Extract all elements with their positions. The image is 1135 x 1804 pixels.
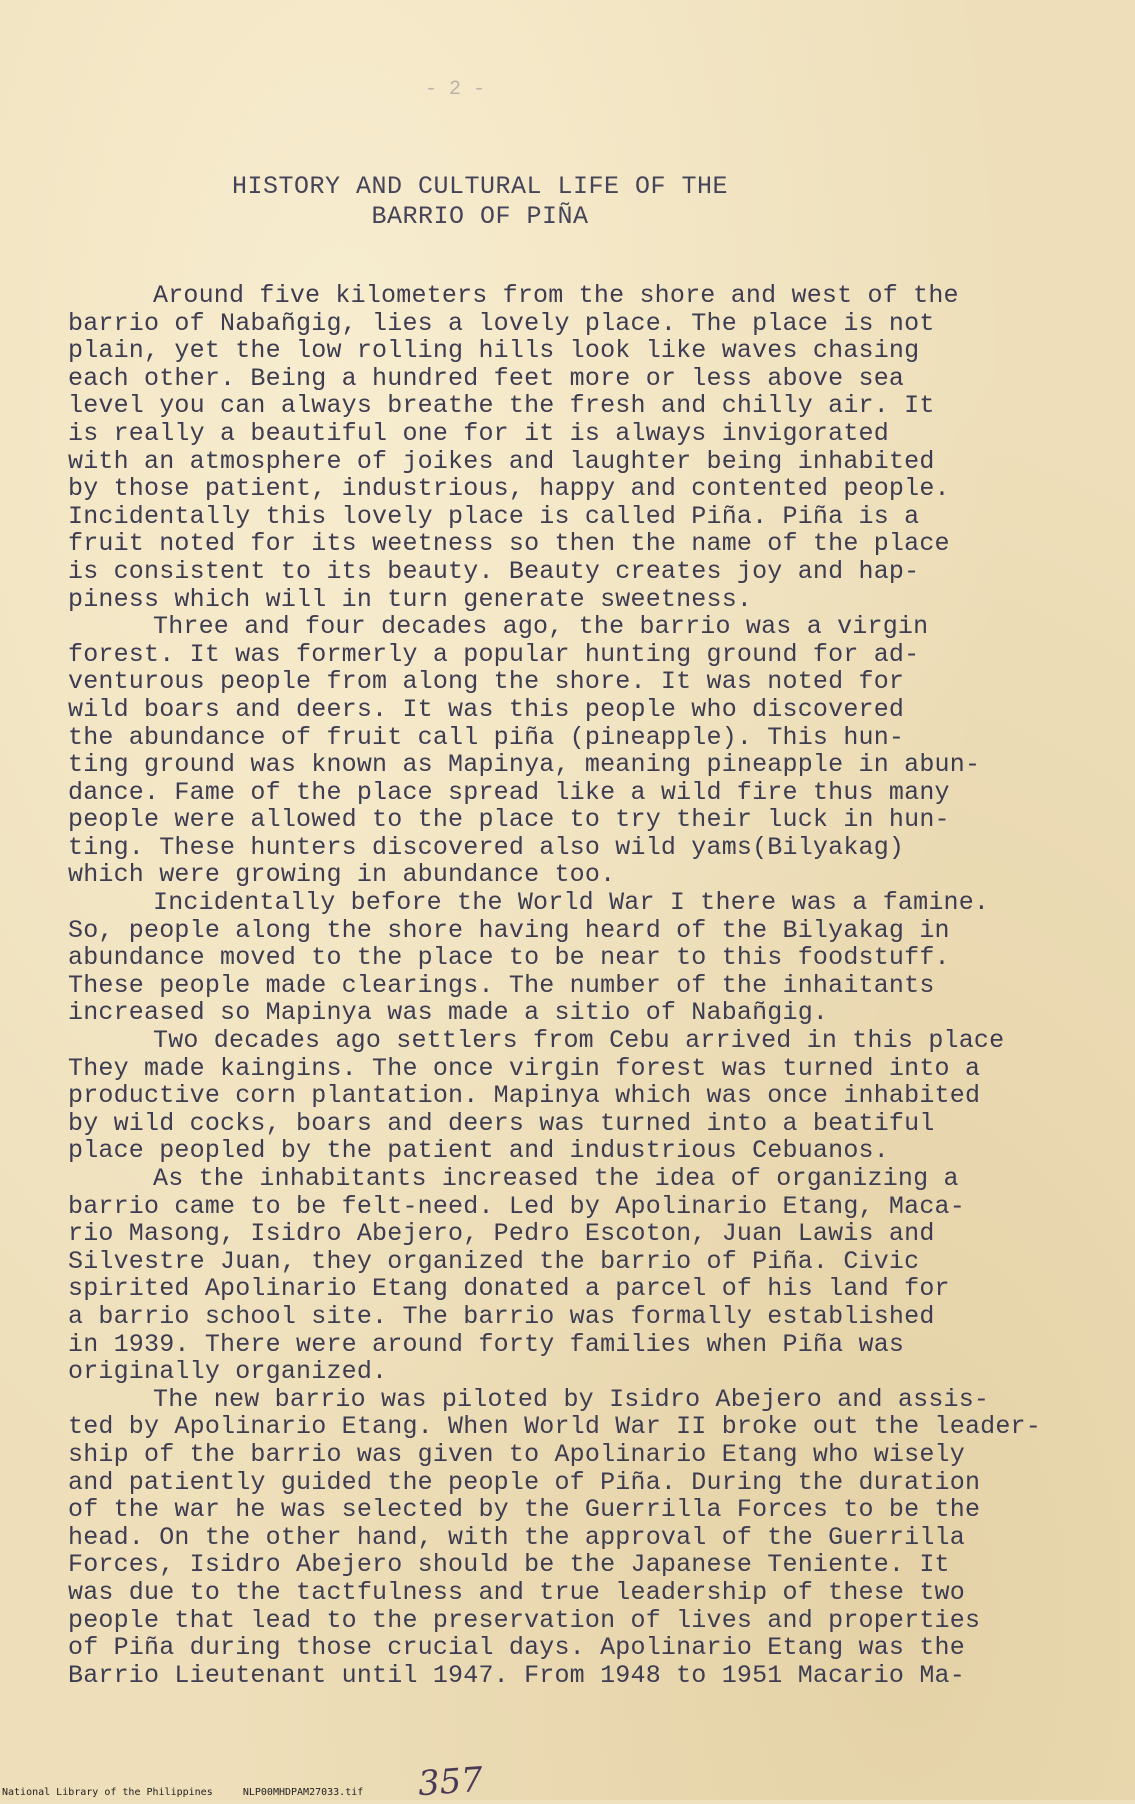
text-line: each other. Being a hundred feet more or less above sea: [68, 363, 905, 393]
text-line: They made kaingins. The once virgin forest was turned into a: [68, 1053, 981, 1083]
text-line: Barrio Lieutenant until 1947. From 1948 to 1951 Macario Ma-: [68, 1660, 965, 1690]
text-line: Incidentally this lovely place is called Piña. Piña is a: [68, 501, 920, 531]
text-line: piness which will in turn generate sweetness.: [68, 584, 753, 614]
text-line: Incidentally before the World War I there was a famine.: [153, 888, 990, 918]
text-line: level you can always breathe the fresh and chilly air. It: [68, 391, 935, 421]
text-line: Silvestre Juan, they organized the barrio of Piña. Civic: [68, 1246, 920, 1276]
text-line: dance. Fame of the place spread like a wild fire thus many: [68, 777, 950, 807]
text-line: is really a beautiful one for it is always invigorated: [68, 418, 889, 448]
text-line: by wild cocks, boars and deers was turned into a beatiful: [68, 1108, 935, 1138]
text-line: fruit noted for its weetness so then the name of the place: [68, 529, 950, 559]
text-line: barrio of Nabañgig, lies a lovely place. The place is not: [68, 308, 935, 338]
text-line: Around five kilometers from the shore and west of the: [153, 281, 959, 310]
text-line: productive corn plantation. Mapinya which was once inhabited: [68, 1081, 981, 1111]
footer-institution: National Library of the Philippines: [2, 1787, 213, 1798]
text-line: originally organized.: [68, 1357, 388, 1387]
text-line: So, people along the shore having heard of the Bilyakag in: [68, 915, 950, 945]
text-line: head. On the other hand, with the approval of the Guerrilla: [68, 1522, 965, 1552]
text-line: Two decades ago settlers from Cebu arrived in this place: [153, 1026, 1005, 1056]
text-line: and patiently guided the people of Piña. During the duration: [68, 1467, 981, 1497]
footer-scan-info: [2, 1787, 363, 1798]
text-line: a barrio school site. The barrio was formally established: [68, 1301, 935, 1331]
text-line: place peopled by the patient and industrious Cebuanos.: [68, 1136, 889, 1166]
text-line: ting. These hunters discovered also wild yams(Bilyakag): [68, 832, 905, 862]
handwritten-page-number: 357: [416, 1759, 485, 1804]
text-line: These people made clearings. The number of the inhaitants: [68, 970, 935, 1000]
text-line: was due to the tactfulness and true leadership of these two: [68, 1577, 965, 1607]
text-line: As the inhabitants increased the idea of organizing a: [153, 1164, 959, 1193]
body-text: [68, 282, 1098, 1689]
text-line: ting ground was known as Mapinya, meaning pineapple in abun-: [68, 750, 981, 780]
text-line: barrio came to be felt-need. Led by Apolinario Etang, Maca-: [68, 1191, 965, 1221]
footer-file-id: NLP00MHDPAM27033.tif: [242, 1787, 364, 1798]
text-line: of Piña during those crucial days. Apolinario Etang was the: [68, 1633, 965, 1663]
text-line: forest. It was formerly a popular hunting ground for ad-: [68, 639, 920, 669]
text-line: plain, yet the low rolling hills look like waves chasing: [68, 336, 920, 366]
text-line: venturous people from along the shore. It was noted for: [68, 667, 905, 697]
text-line: the abundance of fruit call piña (pineapple). This hun-: [68, 722, 905, 752]
page-marker: - 2 -: [424, 78, 485, 101]
text-line: people were allowed to the place to try their luck in hun-: [68, 805, 950, 835]
text-line: by those patient, industrious, happy and contented people.: [68, 474, 950, 504]
text-line: which were growing in abundance too.: [68, 860, 616, 890]
text-line: in 1939. There were around forty families when Piña was: [68, 1329, 905, 1359]
text-line: abundance moved to the place to be near to this foodstuff.: [68, 943, 950, 973]
document-title: [200, 172, 760, 232]
text-line: is consistent to its beauty. Beauty creates joy and hap-: [68, 556, 920, 586]
text-line: spirited Apolinario Etang donated a parcel of his land for: [68, 1274, 950, 1304]
text-line: increased so Mapinya was made a sitio of Nabañgig.: [68, 998, 829, 1028]
text-line: of the war he was selected by the Guerrilla Forces to be the: [68, 1495, 981, 1525]
title-line-1: HISTORY AND CULTURAL LIFE OF THE: [231, 172, 729, 201]
text-line: people that lead to the preservation of lives and properties: [68, 1605, 981, 1635]
text-line: Forces, Isidro Abejero should be the Japanese Teniente. It: [68, 1550, 950, 1580]
text-line: with an atmosphere of joikes and laughter being inhabited: [68, 446, 935, 476]
title-line-2: BARRIO OF PIÑA: [371, 202, 589, 231]
text-line: rio Masong, Isidro Abejero, Pedro Escoton, Juan Lawis and: [68, 1219, 935, 1249]
text-line: ted by Apolinario Etang. When World War II broke out the leader-: [68, 1412, 1041, 1442]
text-line: wild boars and deers. It was this people who discovered: [68, 694, 905, 724]
text-line: ship of the barrio was given to Apolinario Etang who wisely: [68, 1439, 965, 1469]
text-line: The new barrio was piloted by Isidro Abejero and assis-: [153, 1384, 990, 1414]
text-line: Three and four decades ago, the barrio was a virgin: [153, 612, 929, 642]
